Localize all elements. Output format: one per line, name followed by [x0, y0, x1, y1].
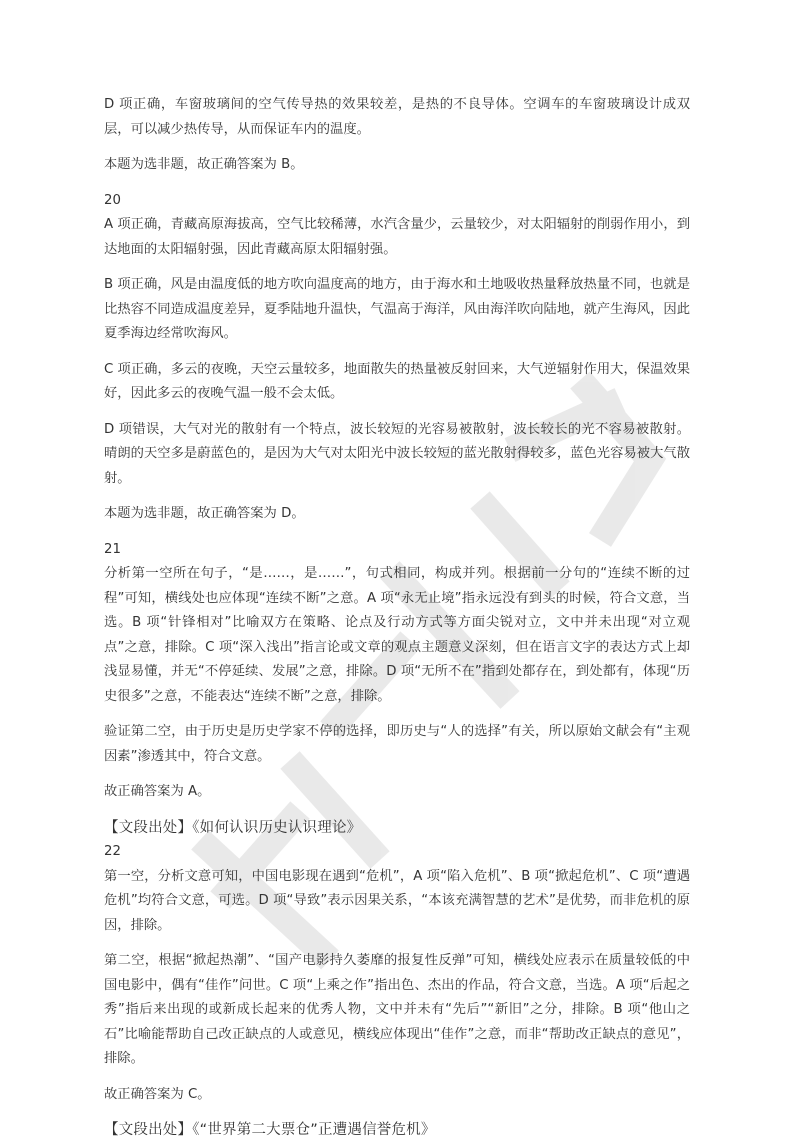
paragraph: A 项正确，青藏高原海拔高，空气比较稀薄，水汽含量少，云量较少，对太阳辐射的削弱作用小，到达地面的太阳辐射强，因此青藏高原太阳辐射强。	[104, 217, 690, 257]
paragraph: D 项错误，大气对光的散射有一个特点，波长较短的光容易被散射，波长较长的光不容易被散射。晴朗的天空多是蔚蓝色的，是因为大气对太阳光中波长较短的蓝光散射得较多，蓝色光容易被大气散射。	[104, 421, 690, 486]
source-citation: 【文段出处】《如何认识历史认识理论》	[104, 819, 362, 836]
paragraph: 第二空，根据“掀起热潮”、“国产电影持久萎靡的报复性反弹”可知，横线处应表示在质量较低的中国电影中，偶有“佳作”问世。C 项“上乘之作”指出色、杰出的作品，符合文意，当选。A 项“后起之秀”指后来出现的或新成长起来的优秀人物，文中并未有“先后”“新旧”之分，排除。B 项“他山之石”比喻能帮助自己改正缺点的人或意见，横线应体现出“佳作”之意，而非“帮助改正缺点的意见”，排除。	[104, 953, 690, 1066]
question-number: 20	[104, 192, 121, 208]
paragraph: 第一空，分析文意可知，中国电影现在遇到“危机”，A 项“陷入危机”、B 项“掀起危机”、C 项“遭遇危机”均符合文意，可选。D 项“导致”表示因果关系，“本该充满智慧的艺术”是优势，而非危机的原因，排除。	[104, 868, 690, 933]
paragraph: 分析第一空所在句子，“是……，是……”，句式相同，构成并列。根据前一分句的“连续不断的过程”可知，横线处也应体现“连续不断”之意。A 项“永无止境”指永远没有到头的时候，符合文意，当选。B 项“针锋相对”比喻双方在策略、论点及行动方式等方面尖锐对立，文中并未出现“对立观点”之意，排除。C 项“深入浅出”指言论或文章的观点主题意义深刻，但在语言文字的表达方式上却浅显易懂，并无“不停延续、发展”之意，排除。D 项“无所不在”指到处都存在，到处都有，体现“历史很多”之意，不能表达“连续不断”之意，排除。	[104, 566, 690, 704]
paragraph: 验证第二空，由于历史是历史学家不停的选择，即历史与“人的选择”有关，所以原始文献会有“主观因素”渗透其中，符合文意。	[104, 724, 690, 764]
paragraph: 故正确答案为 C。	[104, 1086, 211, 1102]
paragraph: C 项正确，多云的夜晚，天空云量较多，地面散失的热量被反射回来，大气逆辐射作用大，保温效果好，因此多云的夜晚气温一般不会太低。	[104, 361, 690, 401]
paragraph: 本题为选非题，故正确答案为 D。	[104, 506, 305, 521]
paragraph: 故正确答案为 A。	[104, 784, 211, 799]
paragraph: D 项正确，车窗玻璃间的空气传导热的效果较差，是热的不良导体。空调车的车窗玻璃设计成双层，可以减少热传导，从而保证车内的温度。	[104, 97, 690, 137]
paragraph: 本题为选非题，故正确答案为 B。	[104, 157, 304, 172]
paragraph: B 项正确，风是由温度低的地方吹向温度高的地方，由于海水和土地吸收热量释放热量不同，也就是比热容不同造成温度差异，夏季陆地升温快，气温高于海洋，风由海洋吹向陆地，就产生海风，因此夏季海边经常吹海风。	[104, 277, 690, 341]
question-number: 21	[104, 541, 121, 557]
question-number: 22	[104, 844, 121, 859]
document-body	[104, 93, 690, 1143]
source-citation: 【文段出处】《“世界第二大票仓”正遭遇信誉危机》	[104, 1122, 436, 1138]
